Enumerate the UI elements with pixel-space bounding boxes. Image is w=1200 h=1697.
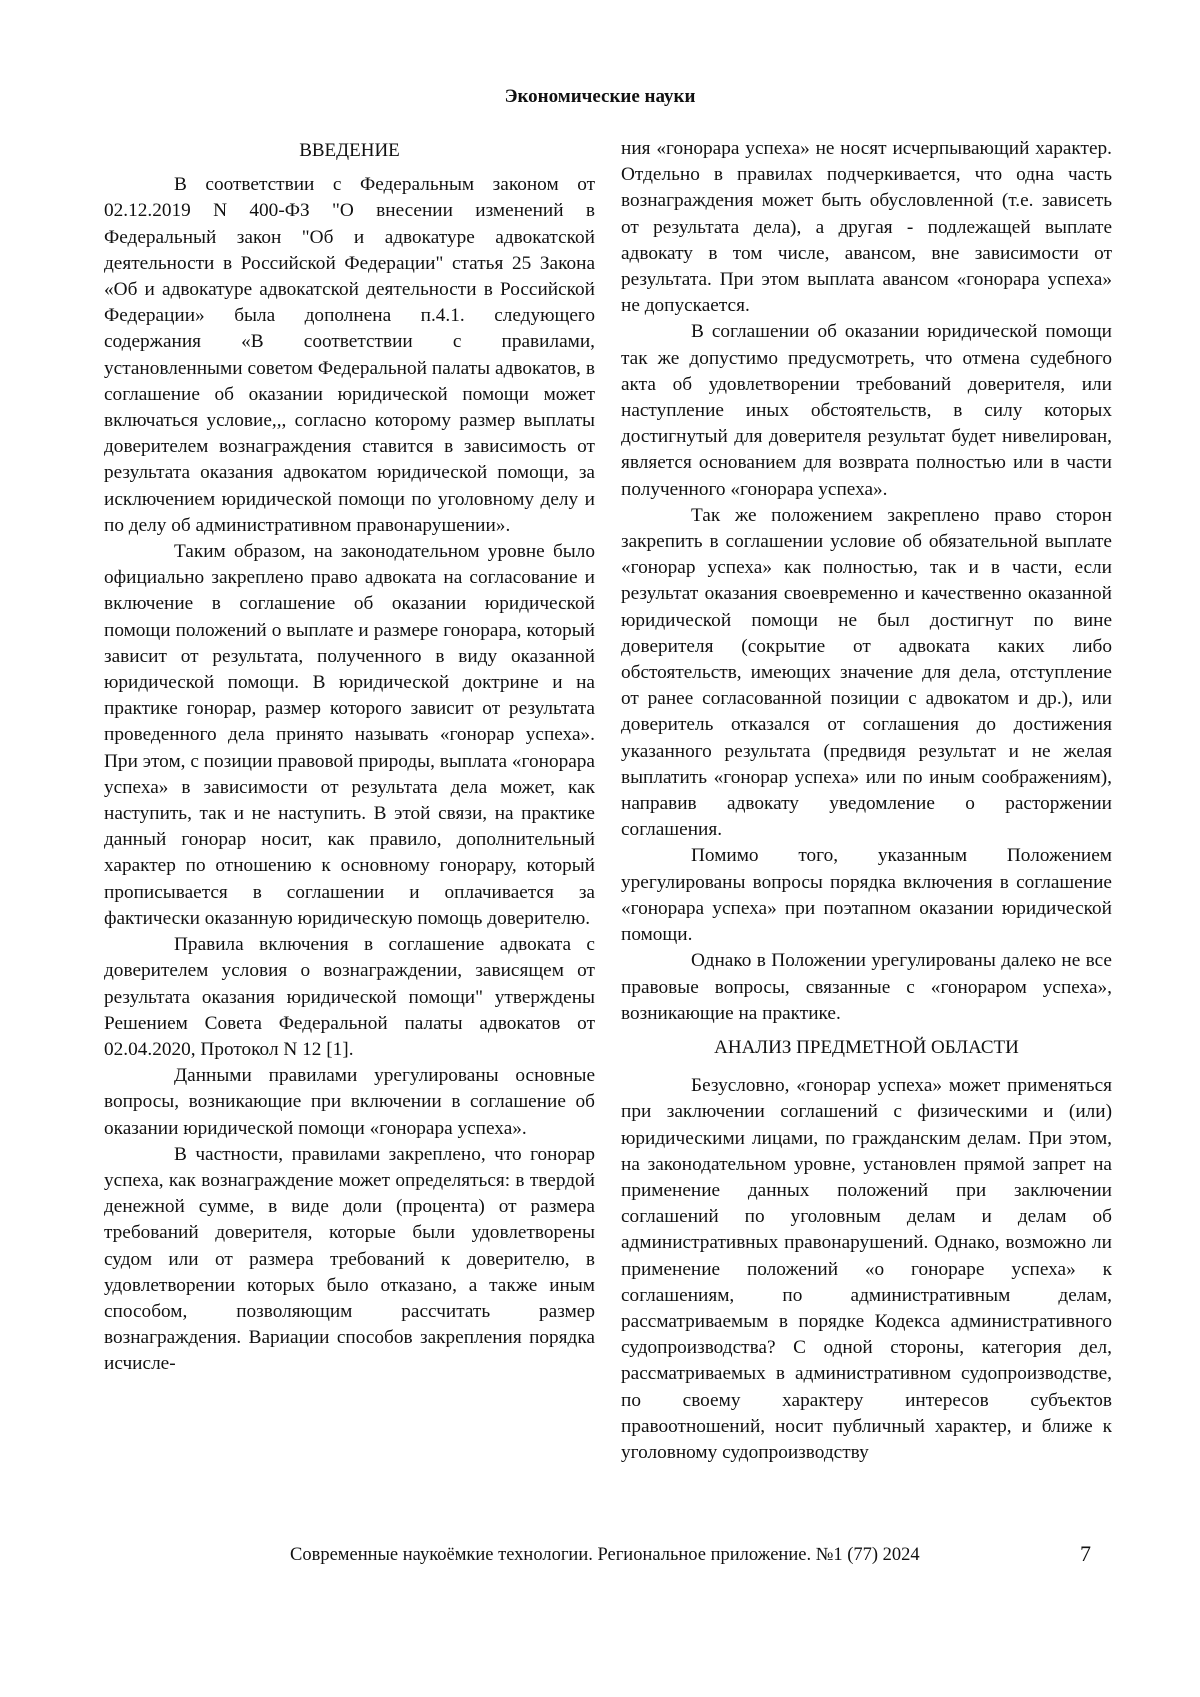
left-column bbox=[104, 138, 595, 1378]
paragraph: В соглашении об оказании юридической помощи так же допустимо предусмотреть, что отмена судебного акта об удовлетворении требований доверителя, или наступление иных обстоятельств, в силу которых достигнутый для доверителя результат будет нивелирован, является основанием для возврата полностью или в части полученного «гонорара успеха». bbox=[621, 321, 1112, 500]
introduction-heading: ВВЕДЕНИЕ bbox=[299, 140, 400, 161]
section-header: Экономические науки bbox=[504, 86, 696, 107]
paragraph: В соответствии с Федеральным законом от 02.12.2019 N 400-ФЗ "О внесении изменений в Федеральный закон "Об и адвокатуре адвокатской деятельности в Российской Федерации" статья 25 Закона «Об и адвокатуре адвокатской деятельности в Российской Федерации» была дополнена п.4.1. следующего содержания «В соответствии с правилами, установленными советом Федеральной палаты адвокатов, в соглашение об оказании юридической помощи может включаться условие,,, согласно которому размер выплаты доверителем вознаграждения ставится в зависимость от результата оказания адвокатом юридической помощи, за исключением юридической помощи по уголовному делу и по делу об административном правонарушении». bbox=[104, 174, 595, 536]
journal-footer: Современные наукоёмкие технологии. Региональное приложение. №1 (77) 2024 bbox=[290, 1545, 920, 1565]
paragraph-continuation: ния «гонорара успеха» не носят исчерпывающий характер. Отдельно в правилах подчеркивается, что одна часть вознаграждения может быть обусловленной (т.е. зависеть от результата дела), а другая - подлежащей выплате адвокату в том числе, авансом, вне зависимости от результата. При этом выплата авансом «гонорара успеха» не допускается. bbox=[621, 138, 1112, 317]
right-column bbox=[621, 136, 1112, 1466]
paragraph: Безусловно, «гонорар успеха» может применяться при заключении соглашений с физическими и (или) юридическими лицами, по гражданским делам. При этом, на законодательном уровне, установлен прямой запрет на применение данных положений при заключении соглашений по уголовным делам и делам об административных правонарушений. Однако, возможно ли применение положений «о гонораре успеха» к соглашениям, по административным делам, рассматриваемым в порядке Кодекса административного судопроизводства? С одной стороны, категория дел, рассматриваемых в административном судопроизводстве, по своему характеру интересов субъектов правоотношений, носит публичный характер, и ближе к уголовному судопроизводству bbox=[621, 1075, 1112, 1463]
paragraph: Данными правилами урегулированы основные вопросы, возникающие при включении в соглашение об оказании юридической помощи «гонорара успеха». bbox=[104, 1065, 595, 1139]
paragraph: Однако в Положении урегулированы далеко не все правовые вопросы, связанные с «гонораром успеха», возникающие на практике. bbox=[621, 950, 1112, 1024]
page-number: 7 bbox=[1080, 1541, 1091, 1566]
analysis-heading: АНАЛИЗ ПРЕДМЕТНОЙ ОБЛАСТИ bbox=[714, 1036, 1019, 1058]
paragraph: Так же положением закреплено право сторон закрепить в соглашении условие об обязательной выплате «гонорар успеха» как полностью, так и в части, если результат оказания своевременно и качественно оказанной юридической помощи не был достигнут по вине доверителя (сокрытие от адвоката каких либо обстоятельств, имеющих значение для дела, отступление от ранее согласованной позиции с адвокатом и др.), или доверитель отказался от соглашения до достижения указанного результата (предвидя результат и не желая выплатить «гонорар успеха» или по иным соображениям), направив адвокату уведомление о расторжении соглашения. bbox=[621, 504, 1112, 841]
paragraph: Таким образом, на законодательном уровне было официально закреплено право адвоката на согласование и включение в соглашение об оказании юридической помощи положений о выплате и размере гонорара, который зависит от результата, полученного в виду оказанной юридической помощи. В юридической доктрине и на практике гонорар, размер которого зависит от результата проведенного дела принято называть «гонорар успеха». При этом, с позиции правовой природы, выплата «гонорара успеха» в зависимости от результата дела может, как наступить, так и не наступить. В этой связи, на практике данный гонорар носит, как правило, дополнительный характер по отношению к основному гонорару, который прописывается в соглашении и оплачивается за фактически оказанную юридическую помощь доверителю. bbox=[104, 541, 595, 929]
paragraph: Правила включения в соглашение адвоката с доверителем условия о вознаграждении, зависящем от результата оказания юридической помощи" утверждены Решением Совета Федеральной палаты адвокатов от 02.04.2020, Протокол N 12 [1]. bbox=[104, 934, 595, 1060]
paragraph: В частности, правилами закреплено, что гонорар успеха, как вознаграждение может определяться: в твердой денежной сумме, в виде доли (процента) от размера требований доверителя, которые были удовлетворены судом или от размера требований к доверителю, в удовлетворении которых было отказано, а также иным способом, позволяющим рассчитать размер вознаграждения. Вариации способов закрепления порядка исчисле- bbox=[104, 1143, 595, 1375]
paragraph: Помимо того, указанным Положением урегулированы вопросы порядка включения в соглашение «гонорара успеха» при поэтапном оказании юридической помощи. bbox=[621, 845, 1112, 946]
